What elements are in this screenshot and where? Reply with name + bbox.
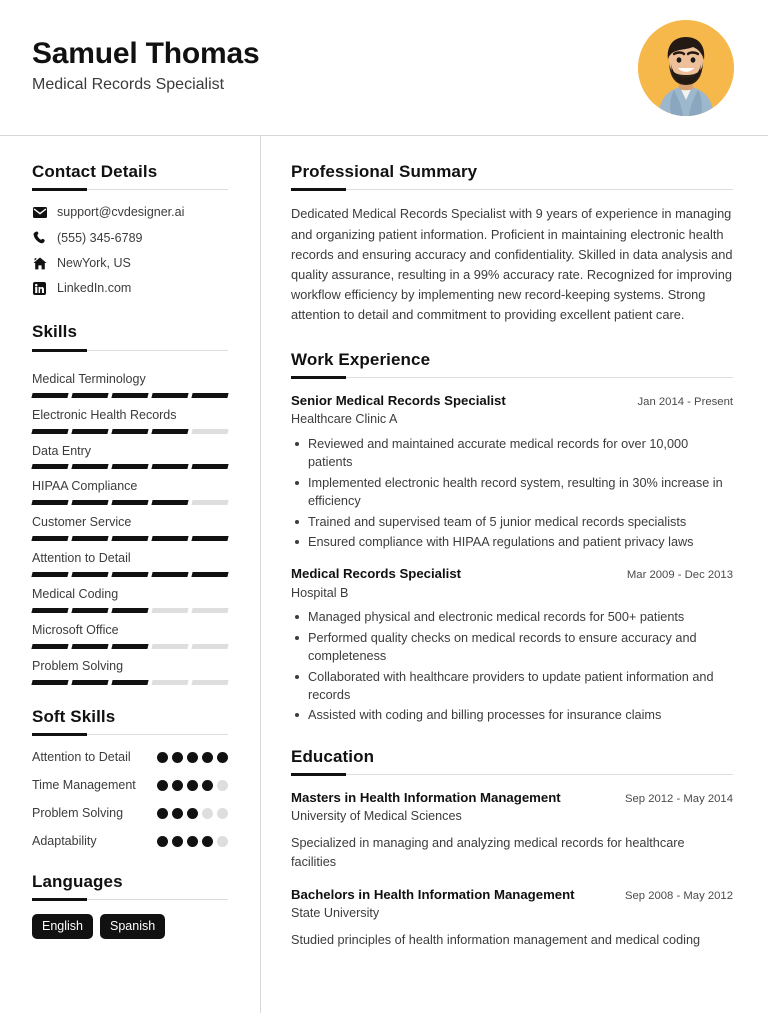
contact-value: (555) 345-6789 <box>57 230 143 245</box>
skill-label: Medical Coding <box>32 587 119 602</box>
resume-body <box>0 136 768 1013</box>
contact-value: NewYork, US <box>57 255 131 270</box>
list-item: Implemented electronic health record system, resulting in 30% increase in efficiency <box>291 474 733 511</box>
section-header-languages <box>32 872 228 900</box>
summary-text: Dedicated Medical Records Specialist with 9 years of experience in managing and organizing patient information. Proficient in maintaining electronic health records and ensuring accuracy and confidentiality. Skilled in data analysis and quality assurance, resulting in a 99% accuracy rate. Recognized for improving workflow efficiency by implementing new record-keeping systems. Strong attention to detail and commitment to providing excellent patient care. <box>291 206 733 323</box>
education-entry <box>291 789 733 872</box>
skill-level-bar <box>32 536 228 541</box>
entry-header <box>291 789 733 807</box>
section-title: Contact Details <box>32 162 158 181</box>
skill-bar-segment <box>71 464 108 469</box>
rating-dot <box>202 808 213 819</box>
skill-bar-segment <box>151 500 188 505</box>
contact-value: support@cvdesigner.ai <box>57 205 185 220</box>
school-name: University of Medical Sciences <box>291 809 462 824</box>
skill-item <box>32 616 228 649</box>
contact-value: LinkedIn.com <box>57 281 132 296</box>
list-item: Ensured compliance with HIPAA regulations and patient privacy laws <box>291 533 733 551</box>
skill-bar-segment <box>111 429 148 434</box>
phone-icon <box>32 231 47 245</box>
skill-bar-segment <box>111 464 148 469</box>
soft-skill-rating <box>157 833 228 847</box>
rating-dot <box>187 808 198 819</box>
skill-bar-segment <box>191 464 228 469</box>
skill-bar-segment <box>31 429 68 434</box>
rating-dot <box>172 808 183 819</box>
responsibility-list <box>291 435 733 551</box>
soft-skill-item <box>32 805 228 822</box>
skill-level-bar <box>32 608 228 613</box>
linkedin-icon <box>32 281 47 295</box>
skill-bar-segment <box>191 393 228 398</box>
list-item[interactable] <box>32 230 228 246</box>
skill-item <box>32 580 228 613</box>
job-date-range: Jan 2014 - Present <box>637 396 733 409</box>
job-title: Medical Records Specialist <box>32 76 225 94</box>
soft-skill-rating <box>157 777 228 791</box>
skill-bar-segment <box>31 464 68 469</box>
rating-dot <box>187 752 198 763</box>
rating-dot <box>217 836 228 847</box>
languages-list <box>32 914 228 939</box>
skill-bar-segment <box>71 680 108 685</box>
rating-dot <box>217 780 228 791</box>
skill-bar-segment <box>111 572 148 577</box>
skill-bar-segment <box>111 500 148 505</box>
section-title: Skills <box>32 322 78 342</box>
section-divider <box>32 734 228 735</box>
section-title: Education <box>291 746 375 766</box>
skill-label: Problem Solving <box>32 658 124 673</box>
employer-name: Hospital B <box>291 585 349 600</box>
language-tag: Spanish <box>100 914 165 939</box>
list-item: Trained and supervised team of 5 junior medical records specialists <box>291 513 733 531</box>
soft-skill-item <box>32 749 228 766</box>
section-header-experience <box>291 350 733 378</box>
skill-bar-segment <box>151 536 188 541</box>
list-item: Assisted with coding and billing processes for insurance claims <box>291 706 733 724</box>
skill-level-bar <box>32 680 228 685</box>
skills-list <box>32 365 228 685</box>
list-item: Performed quality checks on medical records to ensure accuracy and completeness <box>291 629 733 666</box>
skill-bar-segment <box>71 500 108 505</box>
rating-dot <box>172 780 183 791</box>
rating-dot <box>172 836 183 847</box>
skill-bar-segment <box>151 680 188 685</box>
skill-bar-segment <box>71 572 108 577</box>
soft-skill-rating <box>157 749 228 763</box>
home-icon <box>32 256 47 270</box>
section-header-education <box>291 747 733 775</box>
rating-dot <box>202 836 213 847</box>
rating-dot <box>187 780 198 791</box>
skill-bar-segment <box>191 680 228 685</box>
section-divider <box>291 377 733 378</box>
soft-skill-label: Time Management <box>32 777 136 792</box>
list-item: Collaborated with healthcare providers to update patient information and records <box>291 668 733 705</box>
skill-bar-segment <box>31 500 68 505</box>
skill-level-bar <box>32 644 228 649</box>
section-divider <box>32 899 228 900</box>
section-title: Work Experience <box>291 349 431 369</box>
skill-bar-segment <box>31 644 68 649</box>
skill-bar-segment <box>31 393 68 398</box>
rating-dot <box>202 780 213 791</box>
skill-bar-segment <box>151 572 188 577</box>
experience-entry <box>291 392 733 551</box>
rating-dot <box>202 752 213 763</box>
skill-bar-segment <box>191 644 228 649</box>
job-date-range: Mar 2009 - Dec 2013 <box>626 569 733 582</box>
section-header-soft-skills <box>32 707 228 735</box>
skill-bar-segment <box>191 572 228 577</box>
section-title: Languages <box>32 871 123 891</box>
skill-label: Microsoft Office <box>32 622 119 637</box>
skill-bar-segment <box>31 608 68 613</box>
skill-bar-segment <box>111 608 148 613</box>
education-description: Studied principles of health information management and medical coding <box>291 932 701 947</box>
entry-header <box>291 565 733 583</box>
page-title: Samuel Thomas <box>32 36 260 70</box>
skill-bar-segment <box>71 536 108 541</box>
education-list <box>291 789 733 950</box>
degree-title: Masters in Health Information Management <box>291 790 561 806</box>
skill-bar-segment <box>111 644 148 649</box>
skill-level-bar <box>32 393 228 398</box>
experience-list <box>291 392 733 725</box>
contact-list <box>32 204 228 296</box>
list-item[interactable] <box>32 280 228 296</box>
skill-bar-segment <box>71 393 108 398</box>
skill-item <box>32 652 228 685</box>
skill-bar-segment <box>191 608 228 613</box>
rating-dot <box>172 752 183 763</box>
language-tag: English <box>32 914 93 939</box>
skill-bar-segment <box>31 536 68 541</box>
education-description: Specialized in managing and analyzing medical records for healthcare facilities <box>291 835 685 870</box>
soft-skills-list <box>32 749 228 850</box>
skill-level-bar <box>32 500 228 505</box>
list-item[interactable] <box>32 204 228 220</box>
list-item: Managed physical and electronic medical records for 500+ patients <box>291 608 733 626</box>
school-name: State University <box>291 906 380 921</box>
skill-item <box>32 437 228 470</box>
soft-skill-rating <box>157 805 228 819</box>
rating-dot <box>157 752 168 763</box>
rating-dot <box>157 808 168 819</box>
skill-bar-segment <box>71 644 108 649</box>
section-divider <box>291 189 733 190</box>
section-divider <box>32 350 228 351</box>
employer-name: Healthcare Clinic A <box>291 412 398 427</box>
main-content <box>261 136 768 1013</box>
skill-label: Electronic Health Records <box>32 407 177 422</box>
experience-entry <box>291 565 733 724</box>
skill-bar-segment <box>151 393 188 398</box>
skill-item <box>32 508 228 541</box>
skill-bar-segment <box>151 429 188 434</box>
section-title: Professional Summary <box>291 162 478 181</box>
job-role: Medical Records Specialist <box>291 566 462 582</box>
education-date-range: Sep 2012 - May 2014 <box>624 793 733 806</box>
header-text-block <box>32 37 259 99</box>
skill-bar-segment <box>191 500 228 505</box>
skill-label: Attention to Detail <box>32 551 131 566</box>
skill-item <box>32 365 228 398</box>
soft-skill-label: Attention to Detail <box>32 750 131 765</box>
education-entry <box>291 886 733 950</box>
section-title: Soft Skills <box>32 706 116 726</box>
job-role: Senior Medical Records Specialist <box>291 393 506 409</box>
rating-dot <box>217 752 228 763</box>
skill-bar-segment <box>111 680 148 685</box>
entry-header <box>291 392 733 410</box>
degree-title: Bachelors in Health Information Management <box>291 887 575 903</box>
skill-item <box>32 401 228 434</box>
skill-bar-segment <box>111 393 148 398</box>
section-header-skills <box>32 322 228 350</box>
skill-bar-segment <box>71 608 108 613</box>
skill-label: HIPAA Compliance <box>32 479 138 494</box>
sidebar <box>0 136 261 1013</box>
section-header-summary <box>291 162 733 190</box>
skill-level-bar <box>32 464 228 469</box>
skill-bar-segment <box>191 536 228 541</box>
soft-skill-label: Problem Solving <box>32 805 124 820</box>
envelope-icon <box>32 206 47 220</box>
skill-label: Data Entry <box>32 443 92 458</box>
skill-item <box>32 544 228 577</box>
rating-dot <box>157 836 168 847</box>
skill-label: Customer Service <box>32 515 132 530</box>
skill-bar-segment <box>151 644 188 649</box>
skill-bar-segment <box>31 680 68 685</box>
list-item: Reviewed and maintained accurate medical records for over 10,000 patients <box>291 435 733 472</box>
skill-bar-segment <box>191 429 228 434</box>
rating-dot <box>187 836 198 847</box>
skill-level-bar <box>32 429 228 434</box>
skill-bar-segment <box>151 464 188 469</box>
entry-header <box>291 886 733 904</box>
skill-level-bar <box>32 572 228 577</box>
soft-skill-item <box>32 833 228 850</box>
skill-label: Medical Terminology <box>32 371 146 386</box>
responsibility-list <box>291 608 733 724</box>
skill-bar-segment <box>111 536 148 541</box>
section-divider <box>291 774 733 775</box>
skill-item <box>32 472 228 505</box>
soft-skill-item <box>32 777 228 794</box>
avatar-illustration <box>638 20 734 116</box>
resume-header <box>0 0 768 136</box>
list-item[interactable] <box>32 255 228 271</box>
rating-dot <box>157 780 168 791</box>
avatar <box>638 20 734 116</box>
section-header-contact <box>32 162 228 190</box>
rating-dot <box>217 808 228 819</box>
education-date-range: Sep 2008 - May 2012 <box>624 890 733 903</box>
skill-bar-segment <box>31 572 68 577</box>
skill-bar-segment <box>71 429 108 434</box>
skill-bar-segment <box>151 608 188 613</box>
soft-skill-label: Adaptability <box>32 833 97 848</box>
section-divider <box>32 189 228 190</box>
